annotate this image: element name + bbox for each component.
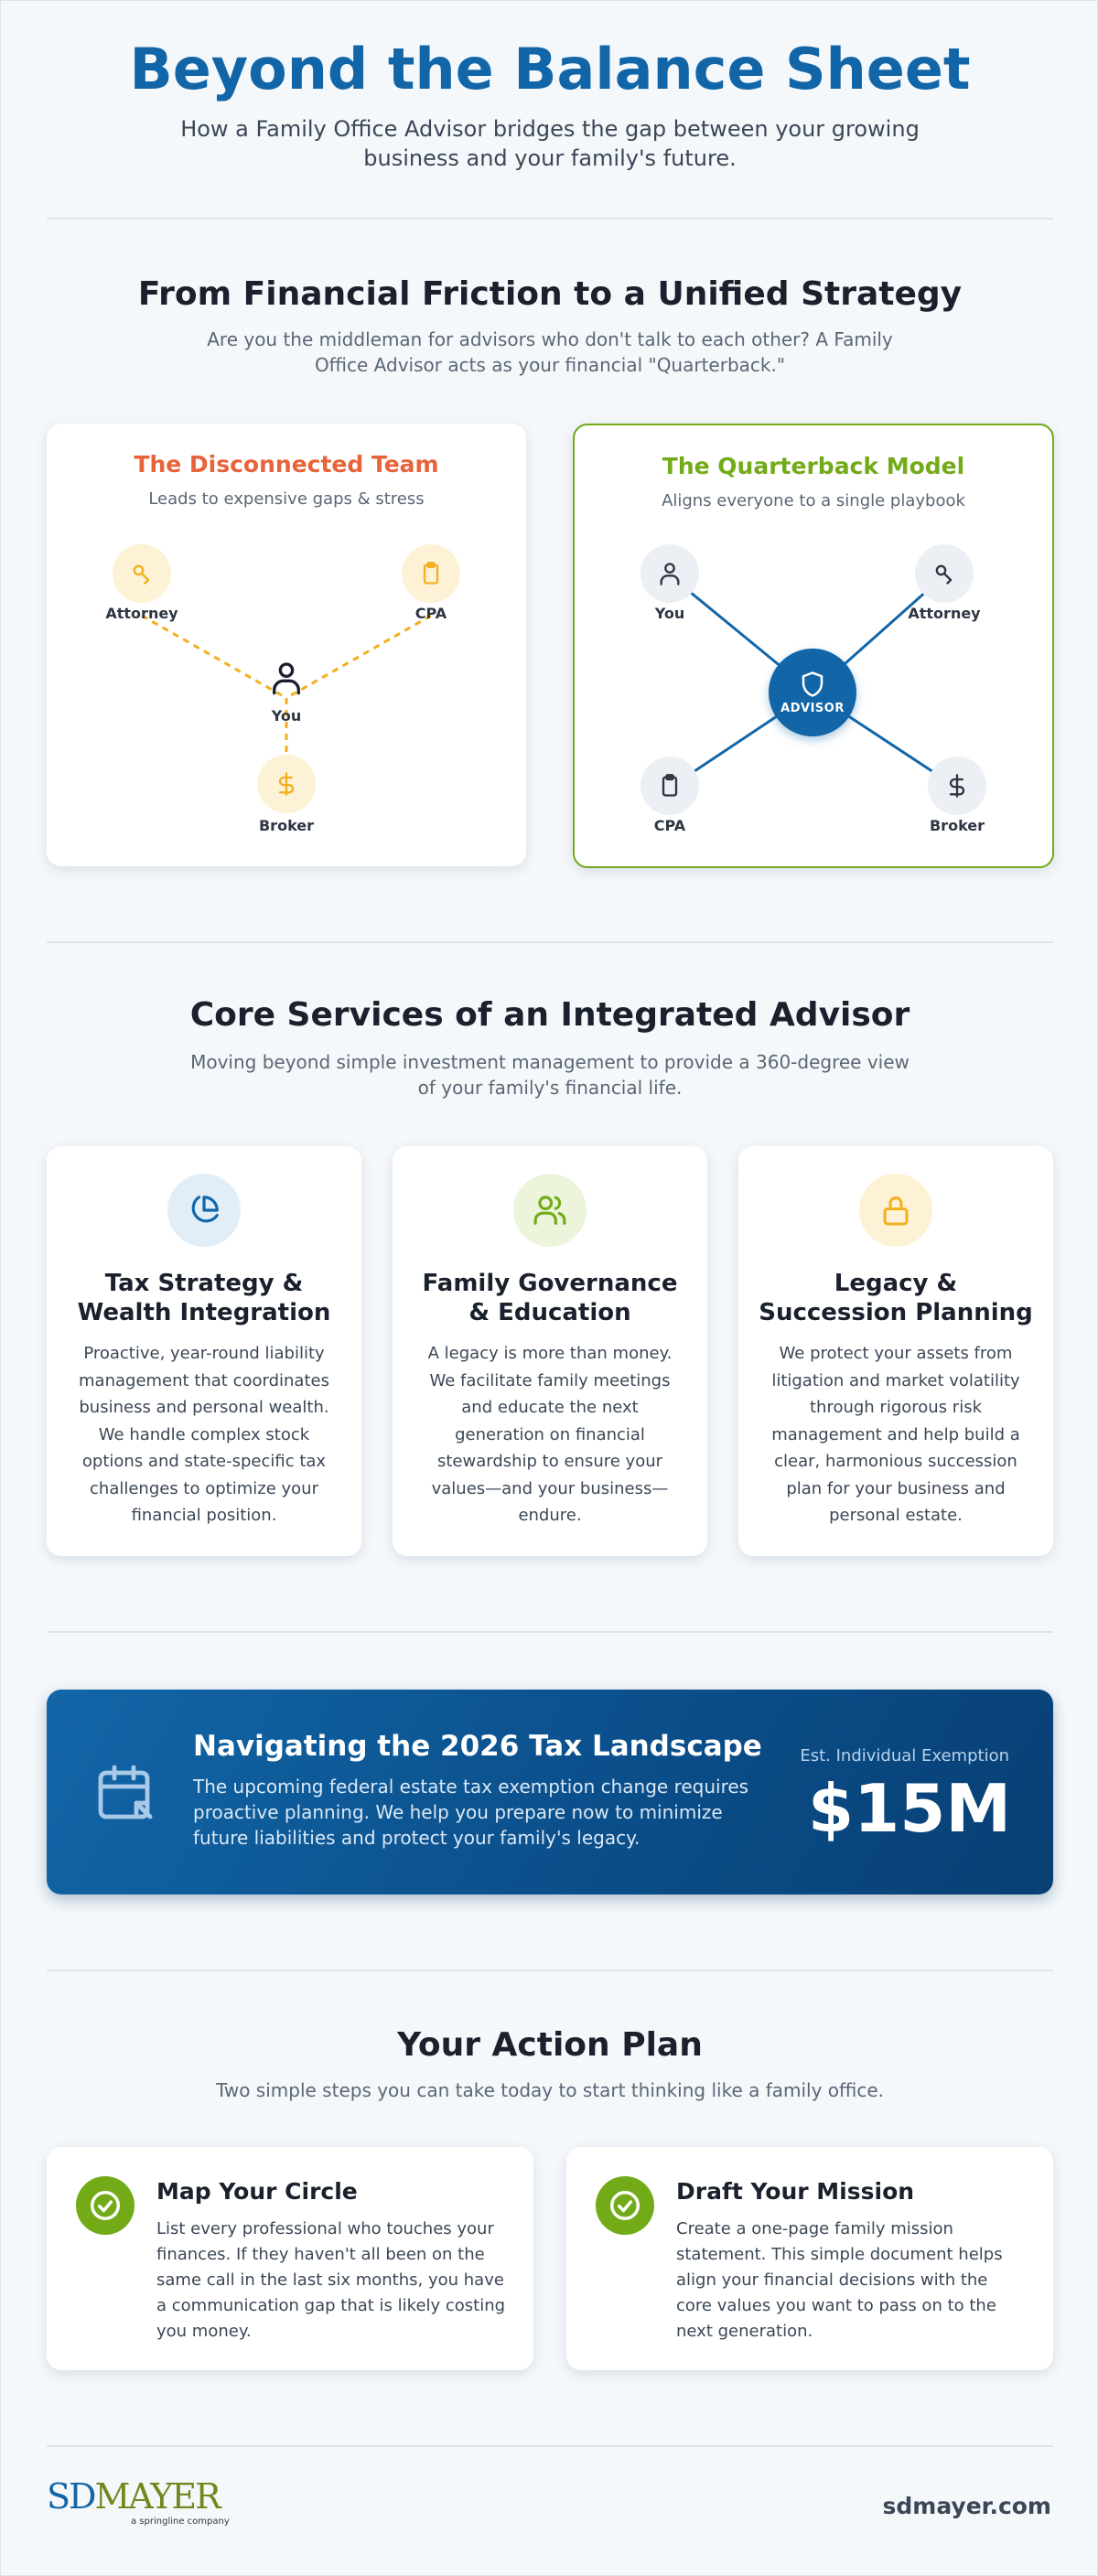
service-card-legacy bbox=[738, 1146, 1053, 1556]
service-description: Proactive, year-round liability management that coordinates business and personal wealth. We handle complex stock options and state-specific tax challenges to optimize your financial position. bbox=[79, 1344, 329, 1525]
service-icon-wrap bbox=[513, 1174, 587, 1247]
divider bbox=[47, 1631, 1053, 1633]
dollar-icon bbox=[274, 770, 299, 798]
section-title-services: Core Services of an Integrated Advisor bbox=[189, 996, 910, 1034]
attorney-label: Attorney bbox=[908, 605, 981, 622]
service-icon-wrap bbox=[859, 1174, 932, 1247]
you-label: You bbox=[654, 605, 685, 622]
broker-node bbox=[257, 755, 316, 813]
shield-icon bbox=[799, 671, 826, 698]
banner-title: Navigating the 2026 Tax Landscape bbox=[193, 1730, 762, 1763]
service-title: Tax Strategy & Wealth Integration bbox=[77, 1270, 331, 1326]
page-title: Beyond the Balance Sheet bbox=[129, 36, 971, 102]
broker-label: Broker bbox=[929, 817, 985, 834]
calendar-icon bbox=[92, 1757, 158, 1827]
cpa-node bbox=[402, 544, 460, 603]
check-icon-wrap bbox=[596, 2176, 654, 2235]
section-subtitle-services: Moving beyond simple investment management to provide a 360-degree view of your family's financial life. bbox=[190, 1051, 910, 1099]
section-subtitle-action-plan: Two simple steps you can take today to start thinking like a family office. bbox=[215, 2079, 885, 2101]
step-description: List every professional who touches your finances. If they haven't all been on the same call in the last six months, you have a communication gap that is likely costing you money. bbox=[156, 2219, 506, 2341]
you-node bbox=[640, 544, 699, 603]
advisor-label: ADVISOR bbox=[780, 701, 845, 715]
clipboard-icon bbox=[418, 561, 444, 586]
broker-label: Broker bbox=[258, 817, 315, 834]
section-subtitle-friction: Are you the middleman for advisors who don't talk to each other? A Family Office Advisor acts as your financial "Quarterback." bbox=[207, 328, 893, 376]
cpa-label: CPA bbox=[653, 817, 686, 834]
logo-sd: SD bbox=[47, 2476, 95, 2517]
logo-tagline: a springline company bbox=[131, 2517, 230, 2527]
disconnected-team-subtitle: Leads to expensive gaps & stress bbox=[148, 489, 425, 509]
dollar-icon bbox=[944, 772, 970, 800]
step-description: Create a one-page family mission statement. This simple document helps align your financial decisions with the core values you want to pass on to the next generation. bbox=[676, 2219, 1003, 2341]
broker-node bbox=[928, 757, 986, 815]
check-icon-wrap bbox=[76, 2176, 135, 2235]
service-description: We protect your assets from litigation and market volatility through rigorous risk management and help build a clear, harmonious succession plan for your business and personal estate. bbox=[771, 1344, 1020, 1525]
advisor-hub bbox=[769, 649, 856, 736]
step-title: Map Your Circle bbox=[156, 2178, 358, 2205]
section-title-friction: From Financial Friction to a Unified Strategy bbox=[137, 275, 963, 313]
divider bbox=[47, 2445, 1053, 2447]
divider bbox=[47, 941, 1053, 943]
service-icon-wrap bbox=[167, 1174, 241, 1247]
step-title: Draft Your Mission bbox=[676, 2178, 915, 2205]
cpa-label: CPA bbox=[414, 605, 447, 622]
disconnected-team-card bbox=[47, 424, 526, 866]
quarterback-model-card bbox=[573, 424, 1054, 868]
action-step-card bbox=[566, 2147, 1053, 2370]
exemption-label: Est. Individual Exemption bbox=[800, 1746, 1009, 1766]
gavel-icon bbox=[129, 561, 155, 586]
attorney-node bbox=[915, 544, 974, 603]
company-logo[interactable] bbox=[47, 2478, 230, 2527]
you-node bbox=[264, 656, 308, 700]
check-circle-icon bbox=[88, 2188, 123, 2223]
attorney-node bbox=[113, 544, 171, 603]
logo-mayer: MAYER bbox=[94, 2476, 220, 2517]
tax-landscape-banner bbox=[47, 1690, 1053, 1894]
service-description: A legacy is more than money. We facilitate family meetings and educate the next generation on financial stewardship to ensure your values—and your business—endure. bbox=[427, 1344, 673, 1525]
clipboard-icon bbox=[657, 773, 683, 799]
attorney-label: Attorney bbox=[105, 605, 178, 622]
banner-description: The upcoming federal estate tax exemption change requires proactive planning. We help you prepare now to minimize future liabilities and protect your family's legacy. bbox=[193, 1776, 749, 1849]
action-step-card bbox=[47, 2147, 533, 2370]
calendar-icon-wrap bbox=[92, 1757, 158, 1830]
service-title: Family Governance & Education bbox=[422, 1270, 678, 1326]
divider bbox=[47, 218, 1053, 220]
page-subtitle: How a Family Office Advisor bridges the gap between your growing business and your family's future. bbox=[180, 116, 920, 171]
users-icon bbox=[532, 1193, 568, 1228]
divider bbox=[47, 1970, 1053, 1971]
quarterback-model-subtitle: Aligns everyone to a single playbook bbox=[662, 491, 965, 510]
service-card-tax bbox=[47, 1146, 361, 1556]
cpa-node bbox=[640, 757, 699, 815]
pie-chart-icon bbox=[187, 1193, 221, 1228]
disconnected-team-title: The Disconnected Team bbox=[134, 451, 439, 478]
gavel-icon bbox=[931, 561, 957, 586]
exemption-value: $15M bbox=[808, 1770, 1011, 1847]
section-title-action-plan: Your Action Plan bbox=[397, 2026, 703, 2064]
you-label: You bbox=[271, 707, 302, 724]
person-icon bbox=[657, 561, 683, 586]
person-icon bbox=[268, 659, 305, 697]
website-link[interactable]: sdmayer.com bbox=[882, 2493, 1051, 2519]
service-title: Legacy & Succession Planning bbox=[759, 1270, 1033, 1326]
lock-icon bbox=[879, 1193, 912, 1228]
quarterback-model-title: The Quarterback Model bbox=[662, 453, 965, 479]
service-card-governance bbox=[393, 1146, 707, 1556]
check-circle-icon bbox=[608, 2188, 642, 2223]
